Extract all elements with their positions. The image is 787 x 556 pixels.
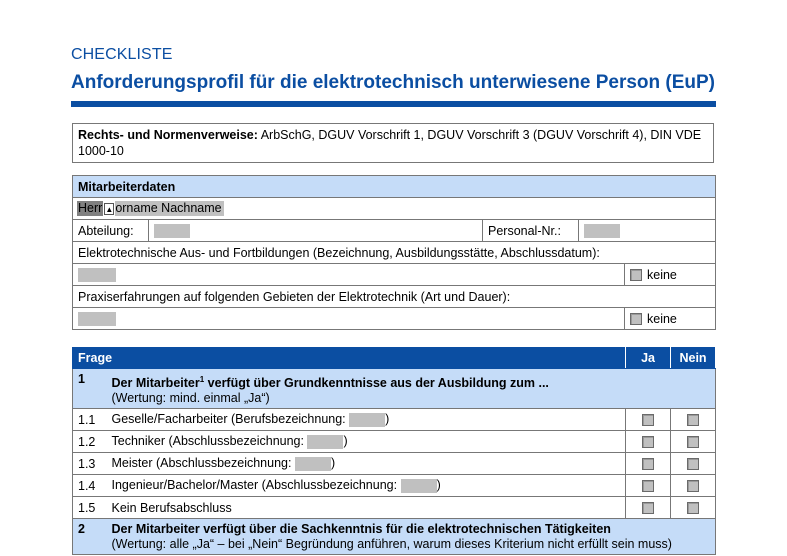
- employee-section-title: Mitarbeiterdaten: [73, 176, 716, 198]
- question-row: [73, 409, 716, 431]
- salutation-dropdown[interactable]: [77, 201, 103, 216]
- question-row: [73, 475, 716, 497]
- references-box: [72, 123, 714, 163]
- no-checkbox[interactable]: [687, 436, 699, 448]
- training-none-checkbox[interactable]: [630, 269, 642, 281]
- references-label: Rechts- und Normenverweise:: [78, 128, 258, 142]
- yes-checkbox[interactable]: [642, 414, 654, 426]
- title-rule: [71, 101, 716, 107]
- job-title-field[interactable]: [349, 413, 385, 427]
- name-field[interactable]: orname Nachname: [115, 201, 222, 216]
- col-header-yes: Ja: [626, 347, 671, 369]
- question-text: Kein Berufsabschluss: [111, 500, 232, 515]
- yes-checkbox[interactable]: [642, 458, 654, 470]
- degree-field[interactable]: [401, 479, 437, 493]
- col-header-question: Frage: [73, 347, 626, 369]
- question-text: Geselle/Facharbeiter (Berufsbezeichnung:: [111, 412, 350, 427]
- question-number: 1.2: [73, 431, 107, 453]
- question-number: 1.1: [73, 409, 107, 431]
- footnote-marker: 1: [199, 375, 205, 384]
- no-checkbox[interactable]: [687, 458, 699, 470]
- experience-none-label: keine: [647, 311, 677, 326]
- section-number: 1: [73, 369, 107, 409]
- section-title-a: Der Mitarbeiter verfügt über die Sachkenntnis für die elektrotechnischen Tätigkeiten: [111, 522, 611, 537]
- question-text: Meister (Abschlussbezeichnung:: [111, 456, 295, 471]
- questions-table: [72, 346, 716, 555]
- training-field[interactable]: [78, 268, 116, 282]
- yes-checkbox[interactable]: [642, 502, 654, 514]
- question-row: [73, 431, 716, 453]
- salutation-value: Herr: [78, 201, 103, 216]
- question-suffix: ): [436, 478, 441, 493]
- document-title: Anforderungsprofil für die elektrotechnisch unterwiesene Person (EuP): [71, 72, 715, 93]
- question-number: 1.5: [73, 497, 107, 519]
- section-rating: (Wertung: mind. einmal „Ja“): [111, 391, 270, 406]
- yes-checkbox[interactable]: [642, 480, 654, 492]
- section-text: [107, 519, 716, 555]
- experience-label: Praxiserfahrungen auf folgenden Gebieten der Elektrotechnik (Art und Dauer):: [73, 286, 716, 308]
- question-row: [73, 453, 716, 475]
- degree-field[interactable]: [295, 457, 331, 471]
- section-row-1: [73, 369, 716, 409]
- yes-checkbox[interactable]: [642, 436, 654, 448]
- experience-none-checkbox[interactable]: [630, 313, 642, 325]
- no-checkbox[interactable]: [687, 502, 699, 514]
- department-label: Abteilung:: [73, 220, 149, 242]
- section-rating: (Wertung: alle „Ja“ – bei „Nein“ Begründung anführen, warum dieses Kriterium nicht erfüllt sein muss): [111, 537, 672, 552]
- questions-header-row: [73, 347, 716, 369]
- section-text: [107, 369, 716, 409]
- degree-field[interactable]: [307, 435, 343, 449]
- references-text: ArbSchG, DGUV Vorschrift 1, DGUV Vorschrift 3 (DGUV Vorschrift 4), DIN VDE 1000-10: [78, 128, 702, 158]
- question-suffix: ): [330, 456, 336, 471]
- section-number: 2: [73, 519, 107, 555]
- question-suffix: ): [343, 434, 348, 449]
- document-category: CHECKLISTE: [71, 46, 173, 63]
- question-number: 1.3: [73, 453, 107, 475]
- question-suffix: ): [385, 412, 390, 427]
- personnel-no-field[interactable]: [584, 224, 620, 238]
- question-number: 1.4: [73, 475, 107, 497]
- question-text: Ingenieur/Bachelor/Master (Abschlussbezeichnung:: [111, 478, 401, 493]
- training-none-label: keine: [647, 267, 677, 282]
- personnel-no-label: Personal-Nr.:: [483, 220, 579, 242]
- department-field[interactable]: [154, 224, 190, 238]
- question-row: [73, 497, 716, 519]
- section-row-2: [73, 519, 716, 555]
- no-checkbox[interactable]: [687, 480, 699, 492]
- section-title-a: Der Mitarbeiter: [111, 376, 200, 391]
- training-label: Elektrotechnische Aus- und Fortbildungen (Bezeichnung, Ausbildungsstätte, Abschlussdatum):: [73, 242, 716, 264]
- col-header-no: Nein: [671, 347, 716, 369]
- no-checkbox[interactable]: [687, 414, 699, 426]
- question-text: Techniker (Abschlussbezeichnung:: [111, 434, 308, 449]
- dropdown-arrow-icon[interactable]: ▲: [105, 204, 114, 214]
- employee-data-table: [72, 175, 716, 330]
- section-title-b: verfügt über Grundkenntnisse aus der Ausbildung zum ...: [204, 376, 549, 391]
- experience-field[interactable]: [78, 312, 116, 326]
